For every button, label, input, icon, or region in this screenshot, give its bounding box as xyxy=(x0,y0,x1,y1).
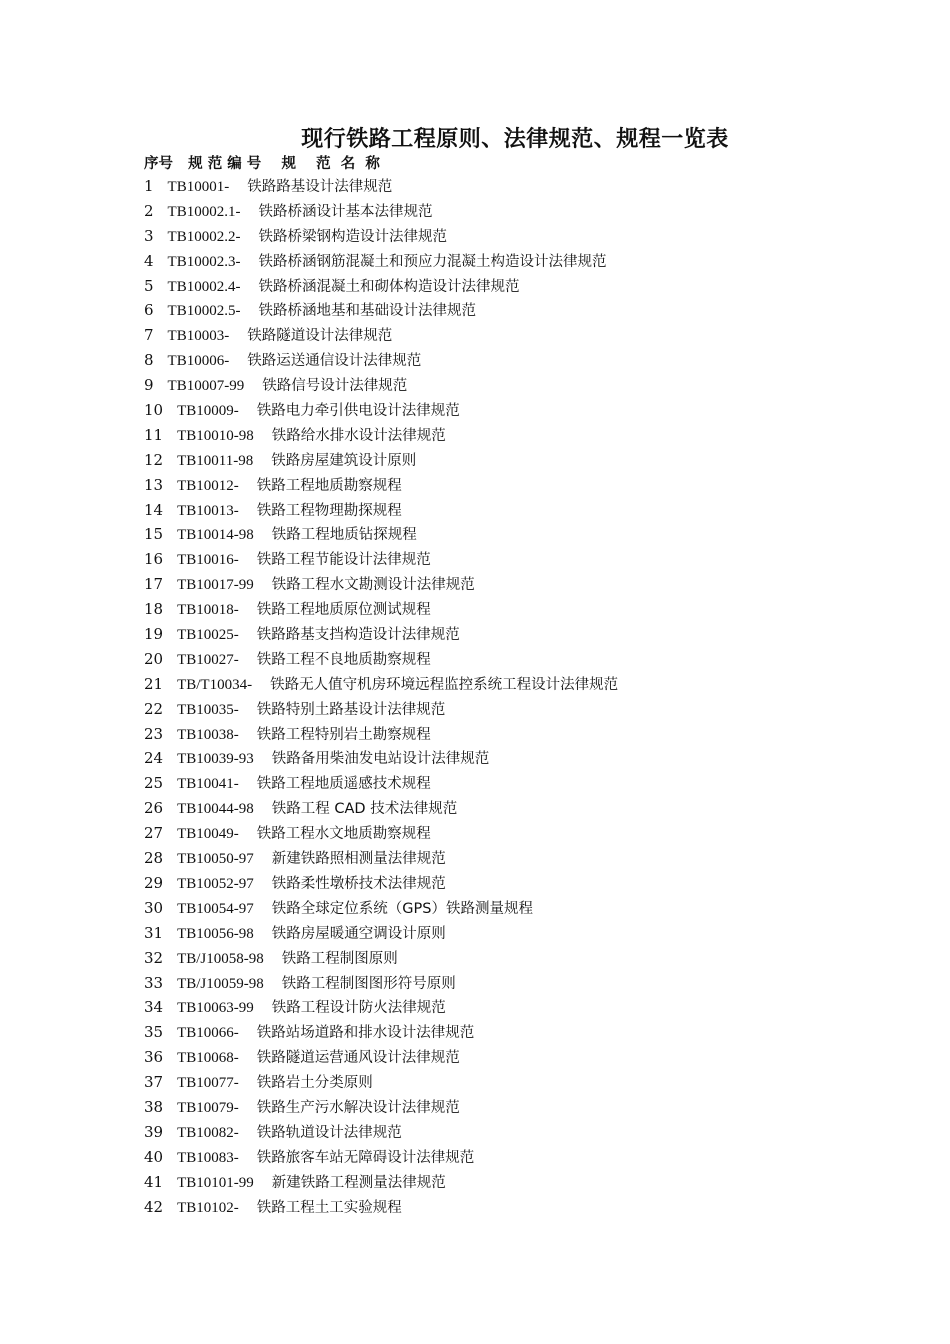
standards-list xyxy=(144,174,924,1219)
row-number: 15 xyxy=(144,525,164,544)
row-number: 33 xyxy=(144,973,164,992)
standard-name: 铁路工程地质勘察规程 xyxy=(256,477,402,494)
row-number: 9 xyxy=(144,376,154,395)
standard-name: 铁路全球定位系统（GPS）铁路测量规程 xyxy=(271,900,533,917)
standard-name: 铁路桥梁钢构造设计法律规范 xyxy=(258,228,447,245)
standard-code: TB10009- xyxy=(177,403,239,420)
standard-code: TB10054-97 xyxy=(177,900,254,917)
standard-code: TB10050-97 xyxy=(177,851,254,868)
list-item xyxy=(144,323,924,348)
standard-name: 新建铁路工程测量法律规范 xyxy=(271,1174,446,1191)
standard-name: 铁路工程地质原位测试规程 xyxy=(256,602,431,619)
row-number: 20 xyxy=(144,649,164,668)
list-item xyxy=(144,498,924,523)
list-item xyxy=(144,846,924,871)
list-item xyxy=(144,995,924,1020)
list-item xyxy=(144,1020,924,1045)
list-item xyxy=(144,522,924,547)
row-number: 5 xyxy=(144,276,154,295)
standard-name: 铁路生产污水解决设计法律规范 xyxy=(256,1099,460,1116)
standard-name: 铁路路基支挡构造设计法律规范 xyxy=(256,627,460,644)
row-number: 16 xyxy=(144,550,164,569)
standard-code: TB10014-98 xyxy=(177,527,254,544)
standard-name: 铁路工程不良地质勘察规程 xyxy=(256,651,431,668)
row-number: 21 xyxy=(144,674,164,693)
row-number: 30 xyxy=(144,898,164,917)
standard-code: TB10027- xyxy=(177,651,239,668)
standard-name: 铁路轨道设计法律规范 xyxy=(256,1124,402,1141)
standard-name: 新建铁路照相测量法律规范 xyxy=(271,851,446,868)
standard-name: 铁路桥涵设计基本法律规范 xyxy=(258,203,433,220)
row-number: 42 xyxy=(144,1197,164,1216)
list-item xyxy=(144,448,924,473)
row-number: 19 xyxy=(144,625,164,644)
standard-code: TB/T10034- xyxy=(177,676,253,693)
standard-name: 铁路备用柴油发电站设计法律规范 xyxy=(271,751,490,768)
standard-name: 铁路无人值守机房环境远程监控系统工程设计法律规范 xyxy=(270,676,619,693)
standard-name: 铁路信号设计法律规范 xyxy=(262,378,408,395)
standard-code: TB10102- xyxy=(177,1199,239,1216)
row-number: 10 xyxy=(144,401,164,420)
standard-name: 铁路站场道路和排水设计法律规范 xyxy=(256,1025,475,1042)
row-number: 39 xyxy=(144,1122,164,1141)
standard-code: TB10079- xyxy=(177,1099,239,1116)
row-number: 34 xyxy=(144,998,164,1017)
row-number: 22 xyxy=(144,699,164,718)
standard-name: 铁路旅客车站无障碍设计法律规范 xyxy=(256,1149,475,1166)
standard-name: 铁路工程节能设计法律规范 xyxy=(256,552,431,569)
list-item xyxy=(144,348,924,373)
list-item xyxy=(144,473,924,498)
standard-code: TB/J10059-98 xyxy=(177,975,264,992)
row-number: 8 xyxy=(144,351,154,370)
standard-name: 铁路桥涵钢筋混凝土和预应力混凝土构造设计法律规范 xyxy=(258,253,607,270)
standard-code: TB10068- xyxy=(177,1050,239,1067)
standard-name: 铁路工程物理勘探规程 xyxy=(256,502,402,519)
list-item xyxy=(144,896,924,921)
row-number: 7 xyxy=(144,326,154,345)
list-item xyxy=(144,647,924,672)
row-number: 1 xyxy=(144,177,154,195)
standard-code: TB10010-98 xyxy=(177,427,254,444)
list-item xyxy=(144,1195,924,1220)
standard-code: TB10082- xyxy=(177,1124,239,1141)
standard-name: 铁路工程地质遥感技术规程 xyxy=(256,776,431,793)
list-item xyxy=(144,921,924,946)
row-number: 38 xyxy=(144,1097,164,1116)
standard-name: 铁路工程水文勘测设计法律规范 xyxy=(271,577,475,594)
list-item xyxy=(144,622,924,647)
standard-name: 铁路工程地质钻探规程 xyxy=(271,527,417,544)
standard-code: TB10007-99 xyxy=(167,378,245,395)
row-number: 40 xyxy=(144,1147,164,1166)
row-number: 14 xyxy=(144,500,164,519)
standard-code: TB10017-99 xyxy=(177,577,254,594)
list-item xyxy=(144,971,924,996)
standard-code: TB10002.5- xyxy=(167,303,241,320)
standard-code: TB10038- xyxy=(177,726,239,743)
standard-name: 铁路工程制图原则 xyxy=(281,950,398,967)
row-number: 27 xyxy=(144,824,164,843)
list-item xyxy=(144,821,924,846)
standard-code: TB10066- xyxy=(177,1025,239,1042)
standard-name: 铁路工程 CAD 技术法律规范 xyxy=(271,801,458,818)
list-item xyxy=(144,547,924,572)
standard-code: TB10101-99 xyxy=(177,1174,254,1191)
standard-code: TB10011-98 xyxy=(177,452,254,469)
standard-code: TB10006- xyxy=(167,353,230,370)
list-item xyxy=(144,796,924,821)
row-number: 32 xyxy=(144,948,164,967)
standard-name: 铁路隧道运营通风设计法律规范 xyxy=(256,1050,460,1067)
standard-code: TB10035- xyxy=(177,701,239,718)
standard-code: TB10002.4- xyxy=(167,278,241,295)
standard-name: 铁路隧道设计法律规范 xyxy=(247,328,393,345)
standard-name: 铁路桥涵地基和基础设计法律规范 xyxy=(258,303,476,320)
list-item xyxy=(144,423,924,448)
list-item xyxy=(144,249,924,274)
standard-name: 铁路特别土路基设计法律规范 xyxy=(256,701,446,718)
standard-code: TB10002.3- xyxy=(167,253,241,270)
standard-code: TB10013- xyxy=(177,502,239,519)
standard-name: 铁路工程设计防火法律规范 xyxy=(271,1000,446,1017)
list-item xyxy=(144,871,924,896)
standard-code: TB10044-98 xyxy=(177,801,254,818)
standard-code: TB/J10058-98 xyxy=(177,950,264,967)
standard-code: TB10001- xyxy=(167,179,230,195)
row-number: 4 xyxy=(144,251,154,270)
list-item xyxy=(144,572,924,597)
standard-name: 铁路岩土分类原则 xyxy=(256,1075,373,1092)
row-number: 18 xyxy=(144,600,164,619)
standard-name: 铁路桥涵混凝土和砌体构造设计法律规范 xyxy=(258,278,520,295)
row-number: 36 xyxy=(144,1048,164,1067)
document-title: 现行铁路工程原则、法律规范、规程一览表 xyxy=(301,127,729,152)
standard-name: 铁路路基设计法律规范 xyxy=(247,179,393,195)
row-number: 31 xyxy=(144,923,164,942)
list-item xyxy=(144,224,924,249)
standard-code: TB10063-99 xyxy=(177,1000,254,1017)
row-number: 29 xyxy=(144,873,164,892)
standard-code: TB10056-98 xyxy=(177,925,254,942)
standard-code: TB10083- xyxy=(177,1149,239,1166)
list-item xyxy=(144,274,924,299)
list-item xyxy=(144,174,924,199)
standard-code: TB10025- xyxy=(177,627,239,644)
row-number: 23 xyxy=(144,724,164,743)
list-item xyxy=(144,1045,924,1070)
standard-code: TB10041- xyxy=(177,776,239,793)
list-item xyxy=(144,946,924,971)
standard-code: TB10049- xyxy=(177,826,239,843)
list-item xyxy=(144,1145,924,1170)
list-item xyxy=(144,746,924,771)
standard-name: 铁路电力牵引供电设计法律规范 xyxy=(256,403,460,420)
list-item xyxy=(144,597,924,622)
row-number: 24 xyxy=(144,749,164,768)
standard-name: 铁路给水排水设计法律规范 xyxy=(271,427,446,444)
standard-name: 铁路房屋建筑设计原则 xyxy=(271,452,417,469)
row-number: 6 xyxy=(144,301,154,320)
standard-code: TB10016- xyxy=(177,552,239,569)
standard-code: TB10003- xyxy=(167,328,230,345)
row-number: 3 xyxy=(144,226,154,245)
list-item xyxy=(144,1070,924,1095)
list-item xyxy=(144,697,924,722)
row-number: 13 xyxy=(144,475,164,494)
list-item xyxy=(144,398,924,423)
standard-name: 铁路房屋暖通空调设计原则 xyxy=(271,925,446,942)
standard-code: TB10002.2- xyxy=(167,228,241,245)
standard-code: TB10002.1- xyxy=(167,203,241,220)
row-number: 12 xyxy=(144,450,164,469)
list-item xyxy=(144,298,924,323)
row-number: 41 xyxy=(144,1172,164,1191)
standard-name: 铁路运送通信设计法律规范 xyxy=(247,353,422,370)
standard-name: 铁路柔性墩桥技术法律规范 xyxy=(271,875,446,892)
standard-name: 铁路工程水文地质勘察规程 xyxy=(256,826,431,843)
list-item xyxy=(144,672,924,697)
list-item xyxy=(144,771,924,796)
row-number: 26 xyxy=(144,799,164,818)
standard-code: TB10018- xyxy=(177,602,239,619)
standard-name: 铁路工程特别岩土勘察规程 xyxy=(256,726,431,743)
standard-code: TB10052-97 xyxy=(177,875,254,892)
list-item xyxy=(144,722,924,747)
standard-code: TB10077- xyxy=(177,1075,239,1092)
row-number: 17 xyxy=(144,575,164,594)
list-item xyxy=(144,1095,924,1120)
row-number: 25 xyxy=(144,774,164,793)
list-item xyxy=(144,1120,924,1145)
row-number: 2 xyxy=(144,201,154,220)
standard-code: TB10039-93 xyxy=(177,751,254,768)
row-number: 35 xyxy=(144,1023,164,1042)
row-number: 28 xyxy=(144,849,164,868)
standard-name: 铁路工程制图图形符号原则 xyxy=(281,975,456,992)
standard-code: TB10012- xyxy=(177,477,239,494)
row-number: 11 xyxy=(144,425,164,444)
row-number: 37 xyxy=(144,1073,164,1092)
list-item xyxy=(144,199,924,224)
list-item xyxy=(144,373,924,398)
standard-name: 铁路工程土工实验规程 xyxy=(256,1199,402,1216)
list-item xyxy=(144,1170,924,1195)
table-header: 序号 规 范 编 号 规 范 名 称 xyxy=(144,156,380,172)
